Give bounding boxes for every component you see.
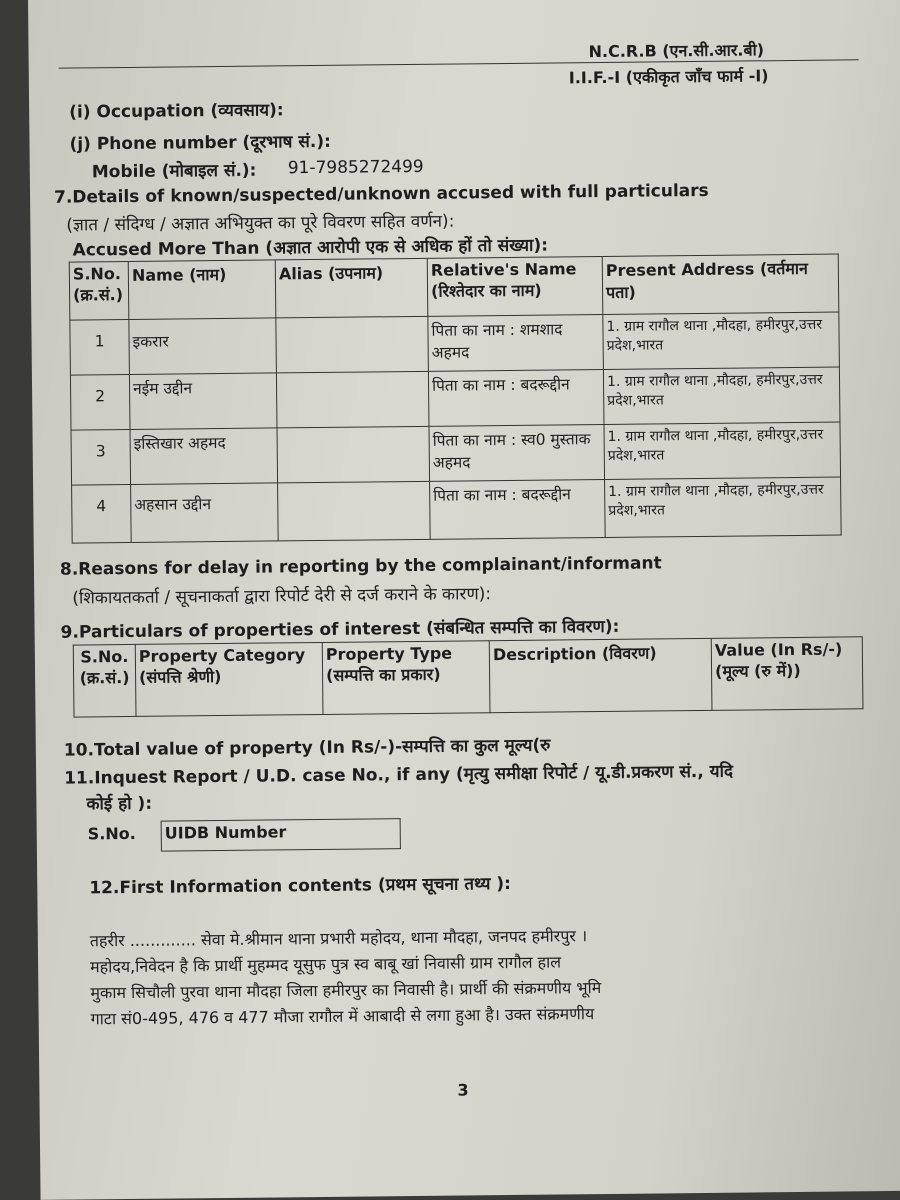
col-address: Present Address (वर्तमान पता) [602,254,839,314]
row-relative: पिता का नाम : स्व0 मुस्ताक अहमद [429,424,605,481]
col-value: Value (In Rs/-) (मूल्य (रु में)) [711,637,863,711]
row-alias [278,481,431,541]
row-alias [277,426,430,483]
col-relative: Relative's Name (रिश्तेदार का नाम) [427,257,603,317]
col-name: Name (नाम) [128,260,276,320]
row-sno: 2 [70,374,130,430]
row-address: 1. ग्राम रागौल थाना ,मौदहा, हमीरपुर,उत्तर प्रदेश,भारत [603,312,840,369]
section9-title: 9.Particulars of properties of interest (संबन्धित सम्पत्ति का विवरण): [60,616,620,643]
row-alias [276,371,429,428]
section8-title: 8.Reasons for delay in reporting by the complainant/informant [59,553,662,580]
section11-line1: 11.Inquest Report / U.D. case No., if any (मृत्यु समीक्षा रिपोर्ट / यू.डी.प्रकरण सं., यदि [64,761,734,789]
section10-total-value: 10.Total value of property (In Rs/-)-सम्पत्ति का कुल मूल्य(रु [63,735,551,761]
fir-line-4: गाटा सं0-495, 476 व 477 मौजा रागौल में आबादी से लगा हुआ है। उक्त संक्रमणीय [90,1004,595,1029]
accused-more-label: Accused More Than (अज्ञात आरोपी एक से अधिक हों तो संख्या): [72,235,549,261]
table-row [70,367,840,430]
fir-line-3: मुकाम सिचौली पुरवा थाना मौदहा जिला हमीरपुर का निवासी है। प्रार्थी की संक्रमणीय भूमि [90,978,602,1003]
section12-title: 12.First Information contents (प्रथम सूचना तथ्य ): [89,873,512,899]
document-page [28,0,900,1200]
row-name: अहसान उद्दीन [131,483,279,543]
accused-table [69,254,842,544]
row-address: 1. ग्राम रागौल थाना ,मौदहा, हमीरपुर,उत्तर प्रदेश,भारत [605,477,842,537]
table-row [71,422,841,485]
table-row [70,312,840,375]
page-number: 3 [457,1080,469,1100]
row-name: इस्तिखार अहमद [130,428,278,485]
uidb-sno: S.No. [85,821,162,852]
table-row [72,477,842,543]
row-address: 1. ग्राम रागौल थाना ,मौदहा, हमीरपुर,उत्तर प्रदेश,भारत [603,367,840,424]
phone-label: (j) Phone number (दूरभाष सं.): [69,131,331,155]
uidb-table [85,818,401,852]
row-name: इकरार [129,318,277,375]
row-address: 1. ग्राम रागौल थाना ,मौदहा, हमीरपुर,उत्तर प्रदेश,भारत [604,422,841,479]
section8-subtitle: (शिकायतकर्ता / सूचनाकर्ता द्वारा रिपोर्ट देरी से दर्ज कराने के कारण): [72,584,492,609]
section11-line2: कोई हो ): [86,793,153,815]
fir-line-2: महोदय,निवेदन है कि प्रार्थी मुहम्मद यूसुफ पुत्र स्व बाबू खां निवासी ग्राम रागौल हाल [90,952,562,977]
row-name: नईम उद्दीन [129,373,277,430]
section7-title: 7.Details of known/suspected/unknown accused with full particulars [53,180,709,208]
fir-line-1: तहरीर ............. सेवा मे.श्रीमान थाना प्रभारी महोदय, थाना मौदहा, जनपद हमीरपुर । [89,926,588,951]
form-header: I.I.F.-I (एकीकृत जाँच फार्म -I) [568,66,769,88]
row-alias [276,316,429,373]
occupation-label: (i) Occupation (व्यवसाय): [69,100,284,123]
row-sno: 3 [71,429,131,485]
mobile-label: Mobile (मोबाइल सं.): [91,160,257,183]
col-description: Description (विवरण) [489,638,712,712]
col-category: Property Category (संपत्ति श्रेणी) [135,642,323,716]
row-relative: पिता का नाम : बदरूद्दीन [428,369,604,426]
row-relative: पिता का नाम : बदरूद्दीन [430,479,606,539]
row-sno: 4 [72,484,132,543]
col-sno: S.No. (क्र.सं.) [69,261,129,320]
section7-subtitle: (ज्ञात / संदिग्ध / अज्ञात अभियुक्त का पूरे विवरण सहित वर्णन): [66,211,455,236]
col-type: Property Type (सम्पत्ति का प्रकार) [322,641,490,715]
row-relative: पिता का नाम : शमशाद अहमद [428,314,604,371]
ncrb-header: N.C.R.B (एन.सी.आर.बी) [588,40,765,62]
mobile-value: 91-7985272499 [287,156,424,179]
property-table [73,636,864,717]
col-sno: S.No. (क्र.सं.) [73,644,136,717]
uidb-number: UIDB Number [161,819,400,852]
row-sno: 1 [70,319,130,375]
col-alias: Alias (उपनाम) [275,258,428,318]
